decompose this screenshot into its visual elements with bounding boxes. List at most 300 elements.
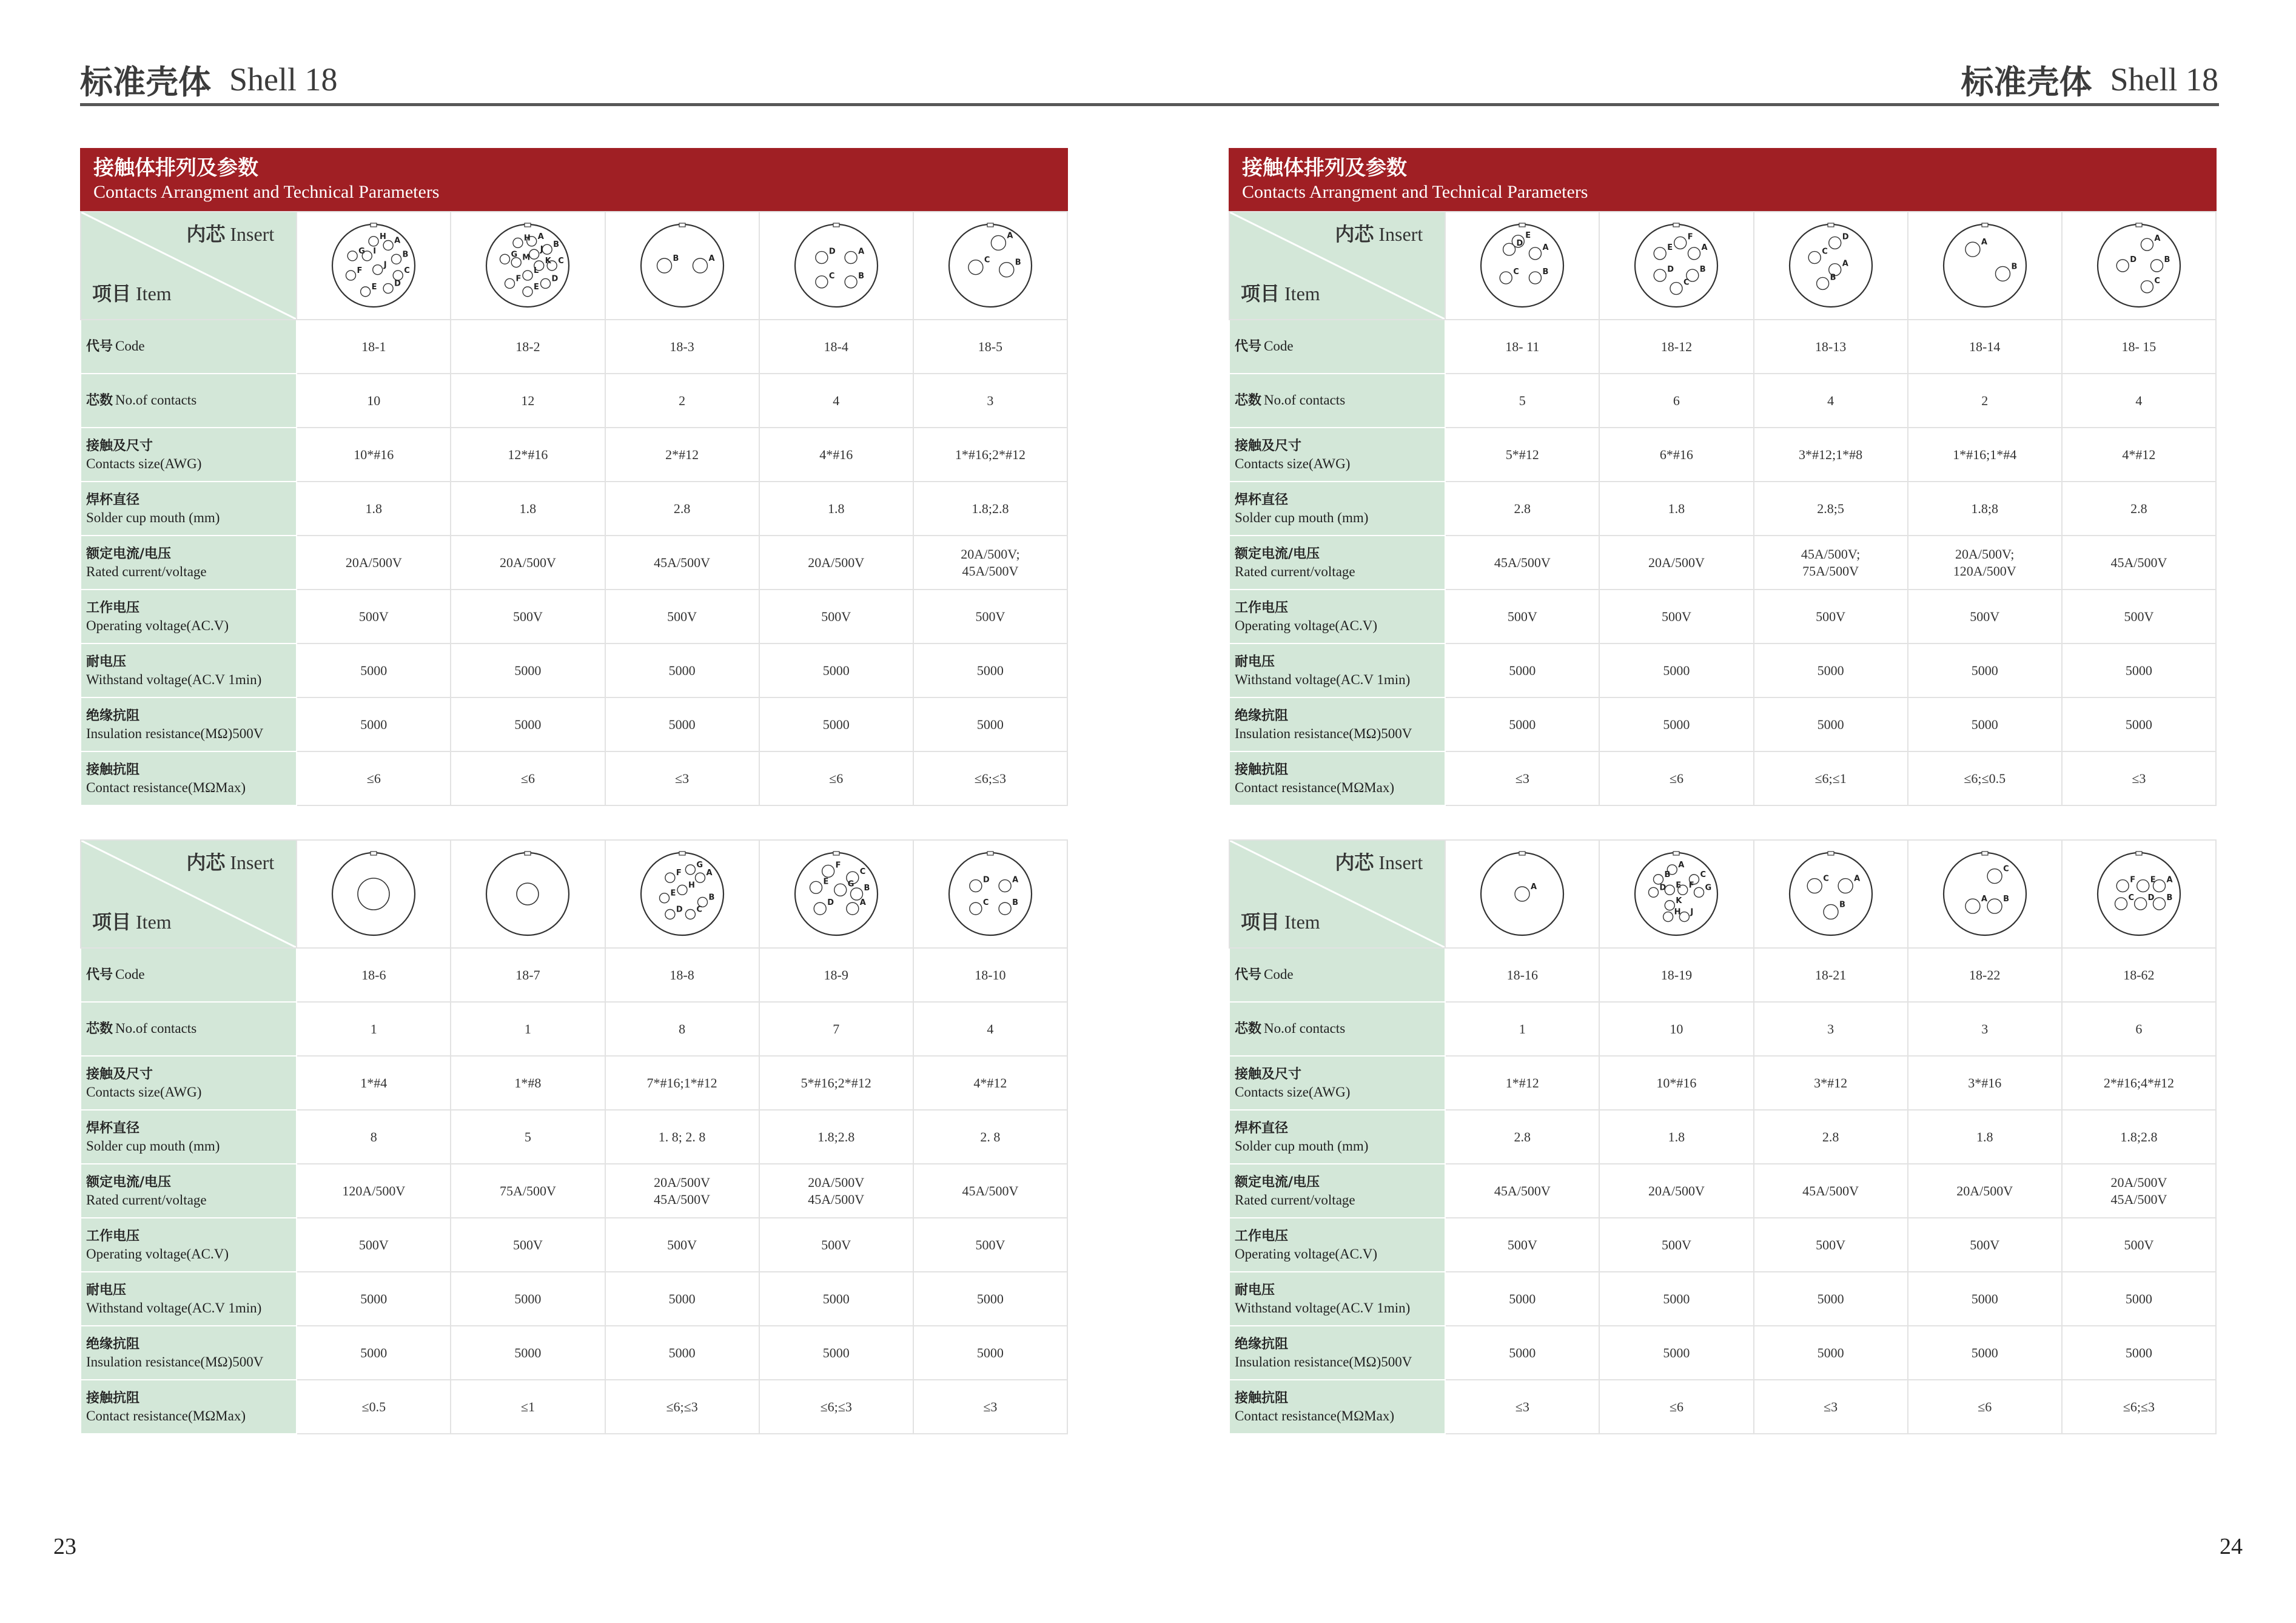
contact-pin	[369, 237, 378, 246]
keyway-mark	[371, 852, 377, 855]
pin-label: E	[371, 282, 377, 292]
cell-value: 500V	[1507, 608, 1537, 624]
keyway-mark	[833, 852, 839, 855]
contact-pin	[845, 252, 857, 264]
pin-label: F	[515, 274, 522, 284]
cell-value: 1*#8	[514, 1075, 542, 1090]
cell-value: 18- 11	[1505, 338, 1540, 354]
value-cell-insulation	[1754, 697, 1908, 751]
insert-diagram	[637, 220, 728, 311]
param-row-cup	[1229, 1110, 2216, 1164]
pin-label: G	[847, 879, 854, 889]
insert-diagram	[1939, 848, 2030, 939]
contact-pin	[2150, 260, 2163, 272]
value-cell-insulation	[1599, 1326, 1753, 1380]
cell-value: 120A/500V	[342, 1183, 406, 1198]
cell-value: 20A/500V	[654, 1174, 711, 1190]
contact-pin	[816, 276, 828, 288]
value-cell-operating	[297, 1218, 451, 1272]
value-cell-operating	[759, 1218, 913, 1272]
value-cell-size	[297, 428, 451, 482]
row-label-resistance	[1229, 1380, 1445, 1434]
value-cell-code	[1754, 948, 1908, 1002]
value-cell-resistance	[451, 1380, 605, 1434]
keyway-mark	[1673, 223, 1679, 227]
row-label-cup	[81, 482, 297, 536]
contact-pin	[685, 865, 695, 875]
value-cell-withstand	[1754, 643, 1908, 697]
row-label-zh: 焊杯直径	[1235, 1120, 1289, 1136]
value-cell-code	[605, 320, 759, 374]
value-cell-withstand	[297, 643, 451, 697]
value-cell-size	[605, 428, 759, 482]
spec-table-bottom-left	[80, 839, 1068, 1434]
cell-value: 4*#12	[973, 1075, 1007, 1090]
pin-label: B	[2002, 895, 2009, 904]
value-cell-rated	[759, 536, 913, 590]
item-header	[92, 910, 172, 933]
pin-label: C	[859, 867, 866, 877]
value-cell-resistance	[1445, 1380, 1599, 1434]
contact-pin	[1500, 272, 1512, 284]
value-cell-resistance	[1754, 751, 1908, 805]
value-cell-withstand	[451, 643, 605, 697]
value-cell-withstand	[605, 643, 759, 697]
cell-value: 5000	[1971, 1291, 1998, 1306]
pin-label: H	[380, 232, 387, 241]
contact-pin	[816, 252, 828, 264]
value-cell-contacts	[451, 1002, 605, 1056]
row-label-zh: 额定电流/电压	[86, 1174, 172, 1190]
row-label-en: Solder cup mouth (mm)	[1235, 509, 1369, 525]
cell-value: 18-16	[1506, 967, 1538, 983]
value-cell-cup	[913, 1110, 1067, 1164]
param-row-withstand	[81, 643, 1067, 697]
contact-pin	[1816, 277, 1828, 289]
cell-value: 1	[370, 1021, 377, 1037]
cell-value: 5000	[1663, 1345, 1690, 1360]
pin-label: M	[522, 253, 531, 263]
row-label-en: Code	[1264, 967, 1294, 982]
pin-label: C	[1700, 870, 1707, 879]
insert-diagram	[482, 220, 573, 311]
value-cell-operating	[451, 590, 605, 643]
param-row-code	[81, 320, 1067, 374]
value-cell-cup	[451, 482, 605, 536]
cell-value: 120A/500V	[1953, 563, 2016, 579]
pin-label: G	[511, 250, 518, 260]
cell-value: 5	[524, 1129, 531, 1144]
pin-label: F	[357, 266, 363, 276]
row-label-zh: 芯数	[1235, 393, 1262, 408]
pin-label: A	[1981, 895, 1987, 904]
contact-pin	[1654, 269, 1667, 281]
pin-label: D	[2147, 893, 2155, 903]
contact-pin	[2116, 260, 2129, 272]
pin-label: E	[2150, 875, 2156, 885]
value-cell-resistance	[1599, 751, 1753, 805]
pin-label: B	[1015, 258, 1021, 267]
keyway-mark	[1982, 223, 1988, 227]
contact-pin	[810, 881, 822, 893]
row-label-text	[86, 392, 296, 409]
insert-header-zh: 内芯	[186, 223, 226, 246]
param-row-contacts	[81, 1002, 1067, 1056]
insert-cell	[297, 840, 451, 948]
pin-label: F	[676, 869, 682, 878]
pin-label: A	[1701, 243, 1708, 252]
row-label-operating	[1229, 1218, 1445, 1272]
pin-label: J	[1690, 907, 1694, 917]
contact-pin	[822, 865, 834, 877]
pin-label: B	[1664, 870, 1671, 879]
value-cell-resistance	[605, 751, 759, 805]
pin-label: B	[1542, 267, 1549, 277]
contact-pin	[2137, 880, 2149, 892]
pin-label: A	[2154, 234, 2161, 244]
value-cell-withstand	[2062, 643, 2216, 697]
row-label-en: Solder cup mouth (mm)	[86, 509, 220, 525]
value-cell-operating	[2062, 590, 2216, 643]
insert-cell	[2062, 840, 2216, 948]
row-label-zh: 接触及尺寸	[86, 438, 153, 454]
item-header-zh: 项目	[1241, 910, 1280, 933]
pin-label: E	[1525, 230, 1531, 240]
page-header-left	[80, 53, 338, 106]
contact-pin	[543, 244, 552, 254]
row-label-text	[86, 338, 296, 355]
contact-pin	[1665, 901, 1675, 910]
row-label-en: Contact resistance(MΩMax)	[86, 779, 246, 795]
contact-pin	[358, 878, 389, 910]
row-label-zh: 绝缘抗阻	[86, 708, 140, 724]
cell-value: ≤6	[366, 770, 381, 786]
value-cell-size	[1599, 1056, 1753, 1110]
cell-value: 5000	[1817, 1291, 1844, 1306]
cell-value: 1.8;2.8	[972, 500, 1009, 516]
value-cell-rated	[1445, 536, 1599, 590]
pin-label: H	[524, 234, 531, 243]
row-label-resistance	[1229, 751, 1445, 805]
pin-label: C	[2128, 893, 2134, 903]
contact-pin	[657, 258, 671, 273]
page-title-zh: 标准壳体	[1961, 62, 2092, 101]
row-label-en: Rated current/voltage	[1235, 1192, 1355, 1208]
cell-value: 7*#16;1*#12	[646, 1075, 717, 1090]
cell-value: 1*#16;1*#4	[1953, 446, 2017, 462]
row-label-en: Insulation resistance(MΩ)500V	[1235, 725, 1412, 741]
cell-value: ≤6;≤0.5	[1964, 770, 2006, 786]
value-cell-operating	[451, 1218, 605, 1272]
cell-value: 45A/500V	[1494, 1183, 1551, 1198]
value-cell-withstand	[913, 1272, 1067, 1326]
value-cell-contacts	[759, 374, 913, 428]
pin-label: C	[1822, 874, 1829, 884]
row-label-zh: 额定电流/电压	[1235, 546, 1320, 562]
param-row-size	[1229, 1056, 2216, 1110]
pin-label: H	[688, 881, 695, 890]
pin-label: A	[708, 254, 715, 263]
value-cell-operating	[1908, 1218, 2062, 1272]
cell-value: 2*#16;4*#12	[2103, 1075, 2174, 1090]
value-cell-size	[605, 1056, 759, 1110]
cell-value: 5000	[668, 716, 696, 732]
row-label-en: Insulation resistance(MΩ)500V	[86, 1354, 264, 1369]
insert-outline	[332, 853, 415, 935]
pin-label: D	[676, 905, 683, 915]
spec-table-top-right	[1229, 211, 2217, 806]
item-header	[92, 282, 172, 305]
insert-header-en: Insert	[1378, 223, 1423, 245]
insert-header-en: Insert	[230, 223, 275, 245]
value-cell-contacts	[1754, 1002, 1908, 1056]
param-row-operating	[1229, 590, 2216, 643]
value-cell-code	[759, 320, 913, 374]
cell-value: 5000	[822, 716, 850, 732]
row-label-en: Withstand voltage(AC.V 1min)	[86, 671, 262, 687]
param-row-code	[1229, 948, 2216, 1002]
row-label-en: Insulation resistance(MΩ)500V	[86, 725, 264, 741]
insert-outline	[641, 224, 723, 307]
cell-value: ≤6	[1669, 770, 1683, 786]
contact-pin	[505, 278, 515, 288]
cell-value: 6	[1673, 392, 1680, 408]
row-label-rated	[1229, 536, 1445, 590]
cell-value: 2.8;5	[1817, 500, 1844, 516]
value-cell-contacts	[451, 374, 605, 428]
insert-item-header	[1229, 212, 1445, 320]
value-cell-code	[1908, 320, 2062, 374]
cell-value: 18-4	[824, 338, 848, 354]
cell-value: 18-12	[1660, 338, 1693, 354]
cell-value: 500V	[2124, 1237, 2154, 1252]
row-label-zh: 绝缘抗阻	[1235, 1336, 1289, 1352]
row-label-zh: 绝缘抗阻	[1235, 708, 1289, 724]
value-cell-code	[605, 948, 759, 1002]
cell-value: 75A/500V	[1802, 563, 1859, 579]
cell-value: 2*#12	[665, 446, 699, 462]
keyway-mark	[2136, 223, 2142, 227]
contact-pin	[2153, 898, 2165, 910]
pin-label: A	[1542, 243, 1549, 252]
row-label-en: Code	[1264, 338, 1294, 354]
value-cell-code	[1445, 320, 1599, 374]
insert-cell	[1754, 212, 1908, 320]
row-label-en: No.of contacts	[115, 392, 197, 408]
value-cell-insulation	[297, 697, 451, 751]
value-cell-withstand	[1599, 643, 1753, 697]
value-cell-withstand	[1445, 643, 1599, 697]
param-row-code	[1229, 320, 2216, 374]
cell-value: 12*#16	[508, 446, 548, 462]
row-label-code	[1229, 320, 1445, 374]
cell-value: 7	[833, 1021, 840, 1037]
row-label-en: Contact resistance(MΩMax)	[1235, 779, 1394, 795]
cell-value: 5000	[514, 716, 542, 732]
value-cell-cup	[1754, 1110, 1908, 1164]
row-label-contacts	[1229, 1002, 1445, 1056]
value-cell-operating	[1599, 590, 1753, 643]
cell-value: 2.8	[1514, 1129, 1531, 1144]
row-label-contacts	[1229, 374, 1445, 428]
cell-value: ≤3	[983, 1399, 998, 1414]
param-row-cup	[1229, 482, 2216, 536]
insert-diagram	[1785, 220, 1876, 311]
insert-cell	[1754, 840, 1908, 948]
param-row-contacts	[81, 374, 1067, 428]
value-cell-withstand	[2062, 1272, 2216, 1326]
cell-value: 500V	[512, 1237, 543, 1252]
value-cell-cup	[1599, 482, 1753, 536]
value-cell-cup	[605, 1110, 759, 1164]
cell-value: 5000	[514, 1291, 542, 1306]
value-cell-cup	[913, 482, 1067, 536]
pin-label: B	[673, 254, 679, 263]
row-label-zh: 工作电压	[86, 600, 140, 616]
pin-label: B	[864, 884, 870, 893]
row-label-text	[86, 966, 296, 984]
insert-diagram	[791, 848, 882, 939]
cell-value: 5000	[976, 1345, 1004, 1360]
pin-label: E	[1667, 243, 1673, 252]
value-cell-code	[451, 948, 605, 1002]
row-label-size	[81, 428, 297, 482]
contact-pin	[2153, 880, 2165, 892]
row-label-en: No.of contacts	[1264, 1021, 1346, 1036]
value-cell-cup	[451, 1110, 605, 1164]
cell-value: 20A/500V;	[961, 546, 1020, 562]
row-label-text	[1235, 338, 1445, 355]
value-cell-contacts	[1908, 1002, 2062, 1056]
value-cell-resistance	[759, 1380, 913, 1434]
value-cell-contacts	[1599, 1002, 1753, 1056]
insert-diagram	[1939, 220, 2030, 311]
row-label-en: Contacts size(AWG)	[86, 1084, 202, 1100]
cell-value: 8	[679, 1021, 686, 1037]
pin-label: C	[1683, 278, 1690, 287]
cell-value: 5000	[360, 662, 388, 678]
cell-value: ≤3	[675, 770, 690, 786]
cell-value: 1	[1519, 1021, 1526, 1037]
row-label-text	[86, 1020, 296, 1038]
row-label-zh: 接触及尺寸	[1235, 1066, 1302, 1082]
contact-pin	[2141, 238, 2153, 250]
contact-pin	[677, 885, 687, 895]
cell-value: 3*#12;1*#8	[1799, 446, 1863, 462]
param-row-withstand	[1229, 1272, 2216, 1326]
page-number-right: 24	[2220, 1534, 2243, 1559]
row-label-en: No.of contacts	[115, 1021, 197, 1036]
value-cell-operating	[605, 590, 759, 643]
value-cell-resistance	[451, 751, 605, 805]
param-row-size	[81, 1056, 1067, 1110]
value-cell-code	[1908, 948, 2062, 1002]
cell-value: 18-62	[2123, 967, 2155, 983]
keyway-mark	[679, 852, 685, 855]
cell-value: 1. 8; 2. 8	[658, 1129, 706, 1144]
cell-value: 500V	[1970, 608, 2000, 624]
cell-value: 500V	[1970, 1237, 2000, 1252]
value-cell-withstand	[759, 1272, 913, 1326]
insert-cell	[605, 840, 759, 948]
cell-value: 18-19	[1660, 967, 1693, 983]
cell-value: 1.8	[1668, 500, 1685, 516]
insert-item-header	[1229, 840, 1445, 948]
value-cell-size	[913, 428, 1067, 482]
param-row-operating	[81, 590, 1067, 643]
contact-pin	[1674, 237, 1687, 249]
value-cell-insulation	[913, 1326, 1067, 1380]
value-cell-withstand	[1445, 1272, 1599, 1326]
value-cell-operating	[759, 590, 913, 643]
row-label-en: Rated current/voltage	[1235, 563, 1355, 579]
value-cell-size	[1754, 1056, 1908, 1110]
row-label-en: Insulation resistance(MΩ)500V	[1235, 1354, 1412, 1369]
keyway-mark	[987, 852, 993, 855]
value-cell-rated	[1908, 1164, 2062, 1218]
pin-label: C	[1821, 247, 1828, 257]
page-title-en: Shell 18	[229, 61, 338, 98]
row-label-code	[81, 320, 297, 374]
cell-value: 10*#16	[354, 446, 394, 462]
contact-pin	[834, 884, 846, 896]
cell-value: 5000	[822, 1345, 850, 1360]
value-cell-resistance	[297, 1380, 451, 1434]
param-row-contacts	[1229, 374, 2216, 428]
value-cell-code	[913, 948, 1067, 1002]
param-row-insulation	[81, 697, 1067, 751]
row-label-zh: 代号	[1235, 967, 1262, 983]
insert-outline	[1481, 853, 1563, 935]
row-label-zh: 代号	[86, 967, 113, 983]
row-label-resistance	[81, 1380, 297, 1434]
value-cell-cup	[2062, 1110, 2216, 1164]
cell-value: 45A/500V	[2110, 1191, 2167, 1207]
pin-label: D	[1659, 883, 1667, 893]
insert-outline	[1944, 853, 2026, 935]
item-header	[1241, 282, 1320, 305]
section-title-en: Contacts Arrangment and Technical Parameters	[93, 182, 440, 202]
value-cell-operating	[1445, 1218, 1599, 1272]
cell-value: 1.8	[827, 500, 845, 516]
cell-value: ≤6	[1669, 1399, 1683, 1414]
row-label-en: Withstand voltage(AC.V 1min)	[1235, 671, 1411, 687]
value-cell-size	[1445, 428, 1599, 482]
cell-value: 18-3	[670, 338, 694, 354]
pin-label: A	[1981, 238, 1987, 247]
row-label-zh: 接触及尺寸	[86, 1066, 153, 1082]
cell-value: 1*#12	[1505, 1075, 1539, 1090]
insert-item-header	[81, 212, 297, 320]
row-label-zh: 耐电压	[86, 654, 127, 670]
item-header-en: Item	[1284, 911, 1320, 933]
contact-pin	[1987, 899, 2002, 913]
row-label-zh: 接触抗阻	[1235, 1390, 1289, 1406]
insert-diagram	[482, 848, 573, 939]
cell-value: ≤6	[1978, 1399, 1992, 1414]
pin-label: E	[534, 282, 540, 292]
row-label-zh: 接触抗阻	[86, 1390, 140, 1406]
contact-pin	[695, 873, 705, 882]
value-cell-insulation	[1908, 1326, 2062, 1380]
pin-label: F	[1688, 232, 1694, 242]
pin-label: C	[2002, 864, 2009, 874]
contact-pin	[2116, 880, 2129, 892]
contact-pin	[968, 260, 983, 275]
pin-label: G	[358, 246, 366, 256]
value-cell-rated	[297, 1164, 451, 1218]
row-label-en: Withstand voltage(AC.V 1min)	[1235, 1300, 1411, 1316]
